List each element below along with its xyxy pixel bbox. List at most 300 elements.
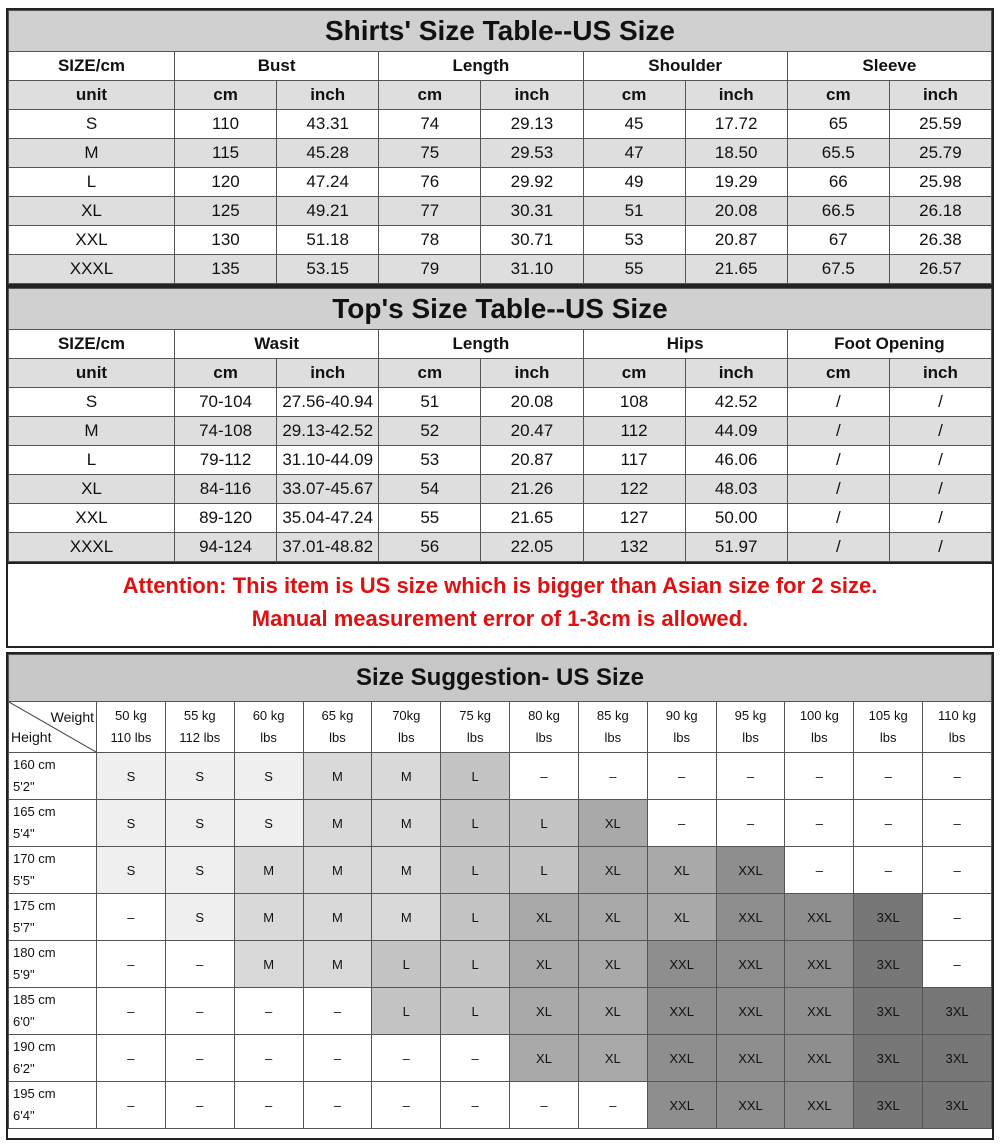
size-value: 67 bbox=[787, 226, 889, 255]
size-suggestion-cell: – bbox=[97, 1082, 166, 1129]
unit-cell: cm bbox=[175, 81, 277, 110]
size-suggestion-cell: – bbox=[578, 753, 647, 800]
size-value: 127 bbox=[583, 504, 685, 533]
size-value: 117 bbox=[583, 446, 685, 475]
weight-kg: 85 kg bbox=[596, 708, 629, 723]
size-value: 55 bbox=[583, 255, 685, 284]
tops-size-table bbox=[6, 286, 994, 564]
size-value: 75 bbox=[379, 139, 481, 168]
height-row bbox=[9, 894, 992, 941]
table-row bbox=[9, 388, 992, 417]
height-row bbox=[9, 941, 992, 988]
height-ft: 6'0" bbox=[13, 1014, 35, 1029]
weight-header bbox=[372, 702, 441, 753]
size-label: L bbox=[9, 168, 175, 197]
column-header: SIZE/cm bbox=[9, 330, 175, 359]
size-suggestion-cell: S bbox=[97, 800, 166, 847]
unit-cell: cm bbox=[379, 81, 481, 110]
weight-kg: 105 kg bbox=[868, 708, 908, 723]
size-value: 55 bbox=[379, 504, 481, 533]
size-label: M bbox=[9, 417, 175, 446]
height-row bbox=[9, 988, 992, 1035]
size-value: 132 bbox=[583, 533, 685, 562]
size-suggestion-cell: – bbox=[372, 1035, 441, 1082]
size-suggestion-cell: S bbox=[234, 753, 303, 800]
size-suggestion-cell: XXL bbox=[647, 1082, 716, 1129]
size-label: XL bbox=[9, 197, 175, 226]
size-suggestion-cell: L bbox=[441, 753, 510, 800]
size-suggestion-cell: L bbox=[441, 988, 510, 1035]
weight-kg: 80 kg bbox=[528, 708, 560, 723]
weight-header bbox=[97, 702, 166, 753]
weight-lbs: lbs bbox=[329, 730, 346, 745]
size-value: 125 bbox=[175, 197, 277, 226]
size-value: 25.59 bbox=[889, 110, 991, 139]
size-suggestion-cell: S bbox=[234, 800, 303, 847]
size-suggestion-cell: – bbox=[854, 847, 923, 894]
size-suggestion-cell: – bbox=[372, 1082, 441, 1129]
size-suggestion-cell: – bbox=[165, 988, 234, 1035]
size-value: 45 bbox=[583, 110, 685, 139]
size-suggestion-cell: XXL bbox=[716, 941, 785, 988]
size-value: / bbox=[787, 388, 889, 417]
size-suggestion-cell: – bbox=[165, 1035, 234, 1082]
size-value: 74-108 bbox=[175, 417, 277, 446]
size-suggestion-cell: – bbox=[854, 800, 923, 847]
size-suggestion-cell: M bbox=[234, 847, 303, 894]
size-value: 77 bbox=[379, 197, 481, 226]
size-value: 31.10-44.09 bbox=[277, 446, 379, 475]
size-suggestion-cell: M bbox=[303, 941, 372, 988]
size-value: 122 bbox=[583, 475, 685, 504]
size-value: 26.57 bbox=[889, 255, 991, 284]
height-ft: 6'2" bbox=[13, 1061, 35, 1076]
size-suggestion-cell: S bbox=[97, 847, 166, 894]
size-label: XXL bbox=[9, 504, 175, 533]
table-row bbox=[9, 139, 992, 168]
size-value: 89-120 bbox=[175, 504, 277, 533]
height-cm: 170 cm bbox=[13, 851, 56, 866]
size-value: 135 bbox=[175, 255, 277, 284]
unit-cell: inch bbox=[889, 359, 991, 388]
height-row bbox=[9, 1035, 992, 1082]
height-header bbox=[9, 1035, 97, 1082]
size-suggestion-cell: – bbox=[716, 800, 785, 847]
size-value: 56 bbox=[379, 533, 481, 562]
table-row bbox=[9, 110, 992, 139]
size-suggestion-cell: 3XL bbox=[923, 1082, 992, 1129]
size-suggestion-cell: – bbox=[716, 753, 785, 800]
table-row bbox=[9, 533, 992, 562]
size-suggestion-cell: M bbox=[303, 847, 372, 894]
weight-kg: 70kg bbox=[392, 708, 421, 723]
size-suggestion-cell: M bbox=[234, 894, 303, 941]
unit-cell: cm bbox=[583, 359, 685, 388]
height-ft: 5'7" bbox=[13, 920, 35, 935]
size-suggestion-cell: S bbox=[165, 894, 234, 941]
size-value: 108 bbox=[583, 388, 685, 417]
height-ft: 5'4" bbox=[13, 826, 35, 841]
size-value: 49.21 bbox=[277, 197, 379, 226]
weight-kg: 75 kg bbox=[459, 708, 492, 723]
size-value: / bbox=[889, 533, 991, 562]
size-value: 53 bbox=[583, 226, 685, 255]
size-value: 65 bbox=[787, 110, 889, 139]
size-suggestion-cell: – bbox=[441, 1035, 510, 1082]
height-ft: 5'9" bbox=[13, 967, 35, 982]
unit-cell: cm bbox=[787, 81, 889, 110]
size-suggestion-cell: L bbox=[441, 941, 510, 988]
size-suggestion-cell: S bbox=[165, 847, 234, 894]
weight-header bbox=[303, 702, 372, 753]
size-value: 78 bbox=[379, 226, 481, 255]
size-suggestion-cell: – bbox=[785, 753, 854, 800]
size-suggestion-cell: XL bbox=[510, 941, 579, 988]
size-value: / bbox=[889, 475, 991, 504]
size-suggestion-cell: XL bbox=[578, 894, 647, 941]
weight-header bbox=[854, 702, 923, 753]
size-suggestion-cell: – bbox=[510, 1082, 579, 1129]
size-suggestion-cell: M bbox=[372, 894, 441, 941]
height-cm: 165 cm bbox=[13, 804, 56, 819]
table-row bbox=[9, 226, 992, 255]
size-label: L bbox=[9, 446, 175, 475]
size-suggestion-cell: XL bbox=[578, 941, 647, 988]
height-ft: 6'4" bbox=[13, 1108, 35, 1123]
size-suggestion-cell: XXL bbox=[785, 1082, 854, 1129]
table-row bbox=[9, 255, 992, 284]
column-header: Length bbox=[379, 330, 583, 359]
size-suggestion-cell: 3XL bbox=[854, 894, 923, 941]
weight-header bbox=[234, 702, 303, 753]
size-value: 51 bbox=[379, 388, 481, 417]
height-header bbox=[9, 800, 97, 847]
size-value: 65.5 bbox=[787, 139, 889, 168]
unit-cell: inch bbox=[481, 81, 583, 110]
size-value: 44.09 bbox=[685, 417, 787, 446]
title-row bbox=[9, 289, 992, 330]
height-axis-label: Height bbox=[11, 729, 52, 745]
height-cm: 180 cm bbox=[13, 945, 56, 960]
corner-cell bbox=[9, 702, 97, 753]
table-row bbox=[9, 475, 992, 504]
size-suggestion-cell: S bbox=[165, 753, 234, 800]
size-value: 21.65 bbox=[685, 255, 787, 284]
size-value: 22.05 bbox=[481, 533, 583, 562]
size-value: 51 bbox=[583, 197, 685, 226]
title-row bbox=[9, 11, 992, 52]
size-suggestion-cell: – bbox=[165, 941, 234, 988]
size-value: / bbox=[889, 446, 991, 475]
size-value: 26.18 bbox=[889, 197, 991, 226]
size-value: 51.18 bbox=[277, 226, 379, 255]
size-value: 53 bbox=[379, 446, 481, 475]
size-value: 79 bbox=[379, 255, 481, 284]
weight-lbs: lbs bbox=[604, 730, 622, 745]
size-value: 29.13-42.52 bbox=[277, 417, 379, 446]
weight-lbs: lbs bbox=[260, 730, 277, 745]
size-value: 20.08 bbox=[481, 388, 583, 417]
size-suggestion-cell: S bbox=[165, 800, 234, 847]
size-value: 21.26 bbox=[481, 475, 583, 504]
height-header bbox=[9, 1082, 97, 1129]
unit-cell: cm bbox=[787, 359, 889, 388]
height-row bbox=[9, 800, 992, 847]
size-value: / bbox=[787, 504, 889, 533]
height-row bbox=[9, 1082, 992, 1129]
size-suggestion-cell: M bbox=[303, 753, 372, 800]
height-header bbox=[9, 894, 97, 941]
size-suggestion-cell: – bbox=[578, 1082, 647, 1129]
size-value: 47 bbox=[583, 139, 685, 168]
size-value: 25.79 bbox=[889, 139, 991, 168]
table-title: Shirts' Size Table--US Size bbox=[9, 11, 992, 52]
weight-kg: 65 kg bbox=[321, 708, 354, 723]
size-suggestion-cell: – bbox=[785, 847, 854, 894]
weight-lbs: lbs bbox=[397, 730, 415, 745]
attention-line-1: Attention: This item is US size which is bigger than Asian size for 2 size. bbox=[122, 573, 878, 598]
table-row bbox=[9, 197, 992, 226]
size-suggestion-cell: L bbox=[441, 800, 510, 847]
weight-lbs: 112 lbs bbox=[179, 730, 221, 745]
height-header bbox=[9, 988, 97, 1035]
size-value: 51.97 bbox=[685, 533, 787, 562]
weight-kg: 110 kg bbox=[938, 708, 977, 723]
unit-row bbox=[9, 359, 992, 388]
size-value: 20.87 bbox=[685, 226, 787, 255]
size-suggestion-cell: XL bbox=[510, 1035, 579, 1082]
column-header: SIZE/cm bbox=[9, 52, 175, 81]
size-suggestion-cell: XL bbox=[510, 988, 579, 1035]
unit-cell: cm bbox=[379, 359, 481, 388]
size-suggestion-cell: – bbox=[647, 800, 716, 847]
height-ft: 5'2" bbox=[13, 779, 35, 794]
size-value: 25.98 bbox=[889, 168, 991, 197]
height-row bbox=[9, 753, 992, 800]
weight-header bbox=[647, 702, 716, 753]
column-header: Hips bbox=[583, 330, 787, 359]
size-suggestion-cell: – bbox=[165, 1082, 234, 1129]
size-suggestion-cell: XXL bbox=[716, 847, 785, 894]
size-suggestion-cell: – bbox=[97, 1035, 166, 1082]
size-suggestion-title: Size Suggestion- US Size bbox=[9, 655, 992, 702]
weight-kg: 50 kg bbox=[115, 708, 147, 723]
size-value: 29.13 bbox=[481, 110, 583, 139]
size-suggestion-cell: – bbox=[647, 753, 716, 800]
shirts-size-table bbox=[6, 8, 994, 286]
weight-kg: 55 kg bbox=[183, 708, 216, 723]
weight-kg: 60 kg bbox=[252, 708, 285, 723]
column-header: Shoulder bbox=[583, 52, 787, 81]
size-suggestion-cell: XXL bbox=[785, 1035, 854, 1082]
weight-kg: 100 kg bbox=[799, 708, 839, 723]
size-suggestion-cell: L bbox=[372, 941, 441, 988]
size-suggestion-cell: – bbox=[303, 1035, 372, 1082]
size-suggestion-cell: 3XL bbox=[854, 988, 923, 1035]
size-value: 115 bbox=[175, 139, 277, 168]
size-suggestion-cell: – bbox=[97, 894, 166, 941]
size-suggestion-cell: XXL bbox=[647, 988, 716, 1035]
column-header: Bust bbox=[175, 52, 379, 81]
size-value: 29.92 bbox=[481, 168, 583, 197]
height-header bbox=[9, 847, 97, 894]
size-suggestion-cell: – bbox=[923, 800, 992, 847]
table-row bbox=[9, 504, 992, 533]
weight-header bbox=[716, 702, 785, 753]
size-label: S bbox=[9, 388, 175, 417]
table-row bbox=[9, 168, 992, 197]
size-suggestion-cell: XL bbox=[647, 894, 716, 941]
weight-axis-label: Weight bbox=[50, 709, 94, 725]
size-value: / bbox=[787, 533, 889, 562]
size-value: 45.28 bbox=[277, 139, 379, 168]
weight-header-row bbox=[9, 702, 992, 753]
attention-note bbox=[6, 560, 994, 648]
size-suggestion-cell: M bbox=[372, 753, 441, 800]
height-cm: 190 cm bbox=[13, 1039, 56, 1054]
size-value: 17.72 bbox=[685, 110, 787, 139]
size-value: 110 bbox=[175, 110, 277, 139]
size-value: 53.15 bbox=[277, 255, 379, 284]
unit-cell: inch bbox=[889, 81, 991, 110]
size-suggestion-cell: – bbox=[510, 753, 579, 800]
size-suggestion-cell: XXL bbox=[785, 988, 854, 1035]
size-value: 46.06 bbox=[685, 446, 787, 475]
size-value: / bbox=[787, 475, 889, 504]
size-suggestion-cell: 3XL bbox=[854, 1082, 923, 1129]
size-suggestion-cell: L bbox=[510, 847, 579, 894]
size-suggestion-cell: XXL bbox=[716, 894, 785, 941]
size-value: 47.24 bbox=[277, 168, 379, 197]
size-value: 130 bbox=[175, 226, 277, 255]
size-value: 49 bbox=[583, 168, 685, 197]
weight-header bbox=[165, 702, 234, 753]
size-suggestion-cell: XXL bbox=[716, 1035, 785, 1082]
size-suggestion-cell: – bbox=[854, 753, 923, 800]
size-suggestion-cell: – bbox=[303, 1082, 372, 1129]
unit-cell: cm bbox=[175, 359, 277, 388]
size-label: XXXL bbox=[9, 255, 175, 284]
column-header: Sleeve bbox=[787, 52, 991, 81]
size-suggestion-cell: M bbox=[372, 800, 441, 847]
size-suggestion-cell: XL bbox=[510, 894, 579, 941]
size-suggestion-cell: XL bbox=[578, 988, 647, 1035]
size-suggestion-cell: XXL bbox=[785, 894, 854, 941]
size-value: / bbox=[889, 417, 991, 446]
unit-cell: inch bbox=[685, 359, 787, 388]
size-value: 66 bbox=[787, 168, 889, 197]
unit-row bbox=[9, 81, 992, 110]
size-value: 54 bbox=[379, 475, 481, 504]
size-value: 30.31 bbox=[481, 197, 583, 226]
unit-cell: inch bbox=[685, 81, 787, 110]
weight-header bbox=[785, 702, 854, 753]
size-suggestion-cell: – bbox=[441, 1082, 510, 1129]
height-row bbox=[9, 847, 992, 894]
height-cm: 160 cm bbox=[13, 757, 56, 772]
size-value: 94-124 bbox=[175, 533, 277, 562]
weight-lbs: lbs bbox=[466, 730, 484, 745]
size-label: XL bbox=[9, 475, 175, 504]
unit-cell: inch bbox=[277, 81, 379, 110]
size-value: 50.00 bbox=[685, 504, 787, 533]
size-suggestion-cell: M bbox=[303, 894, 372, 941]
size-suggestion-cell: 3XL bbox=[923, 1035, 992, 1082]
size-suggestion-cell: XXL bbox=[647, 941, 716, 988]
size-value: / bbox=[889, 504, 991, 533]
size-label: M bbox=[9, 139, 175, 168]
header-row bbox=[9, 330, 992, 359]
size-value: / bbox=[787, 417, 889, 446]
size-value: 42.52 bbox=[685, 388, 787, 417]
size-suggestion-cell: XXL bbox=[716, 1082, 785, 1129]
size-suggestion-cell: – bbox=[97, 988, 166, 1035]
unit-cell: unit bbox=[9, 81, 175, 110]
size-value: 120 bbox=[175, 168, 277, 197]
size-suggestion-cell: – bbox=[97, 941, 166, 988]
size-suggestion-cell: XXL bbox=[785, 941, 854, 988]
weight-lbs: lbs bbox=[535, 730, 553, 745]
size-value: 74 bbox=[379, 110, 481, 139]
size-value: / bbox=[787, 446, 889, 475]
size-label: XXXL bbox=[9, 533, 175, 562]
height-cm: 195 cm bbox=[13, 1086, 56, 1101]
unit-cell: inch bbox=[481, 359, 583, 388]
unit-cell: inch bbox=[277, 359, 379, 388]
header-row bbox=[9, 52, 992, 81]
size-suggestion-cell: XXL bbox=[716, 988, 785, 1035]
size-value: 70-104 bbox=[175, 388, 277, 417]
weight-header bbox=[923, 702, 992, 753]
size-value: / bbox=[889, 388, 991, 417]
size-suggestion-cell: XL bbox=[578, 1035, 647, 1082]
size-suggestion-cell: S bbox=[97, 753, 166, 800]
size-suggestion-cell: 3XL bbox=[923, 988, 992, 1035]
size-suggestion-cell: L bbox=[441, 847, 510, 894]
size-value: 112 bbox=[583, 417, 685, 446]
size-suggestion-cell: 3XL bbox=[854, 1035, 923, 1082]
size-suggestion-cell: – bbox=[303, 988, 372, 1035]
size-suggestion-cell: L bbox=[441, 894, 510, 941]
height-header bbox=[9, 941, 97, 988]
size-suggestion-cell: XXL bbox=[647, 1035, 716, 1082]
size-value: 29.53 bbox=[481, 139, 583, 168]
size-value: 35.04-47.24 bbox=[277, 504, 379, 533]
size-value: 52 bbox=[379, 417, 481, 446]
size-value: 31.10 bbox=[481, 255, 583, 284]
size-suggestion-cell: – bbox=[923, 941, 992, 988]
weight-lbs: lbs bbox=[673, 730, 690, 745]
unit-cell: cm bbox=[583, 81, 685, 110]
size-suggestion-cell: M bbox=[303, 800, 372, 847]
height-cm: 175 cm bbox=[13, 898, 56, 913]
size-value: 30.71 bbox=[481, 226, 583, 255]
size-suggestion-cell: M bbox=[372, 847, 441, 894]
weight-header bbox=[441, 702, 510, 753]
table-row bbox=[9, 417, 992, 446]
size-label: XXL bbox=[9, 226, 175, 255]
column-header: Length bbox=[379, 52, 583, 81]
table-title: Top's Size Table--US Size bbox=[9, 289, 992, 330]
size-value: 84-116 bbox=[175, 475, 277, 504]
size-suggestion-cell: XL bbox=[578, 800, 647, 847]
size-suggestion-cell: L bbox=[372, 988, 441, 1035]
size-suggestion-cell: M bbox=[234, 941, 303, 988]
size-suggestion-cell: – bbox=[234, 988, 303, 1035]
size-value: 48.03 bbox=[685, 475, 787, 504]
attention-line-2: Manual measurement error of 1-3cm is allowed. bbox=[251, 606, 749, 631]
weight-header bbox=[578, 702, 647, 753]
